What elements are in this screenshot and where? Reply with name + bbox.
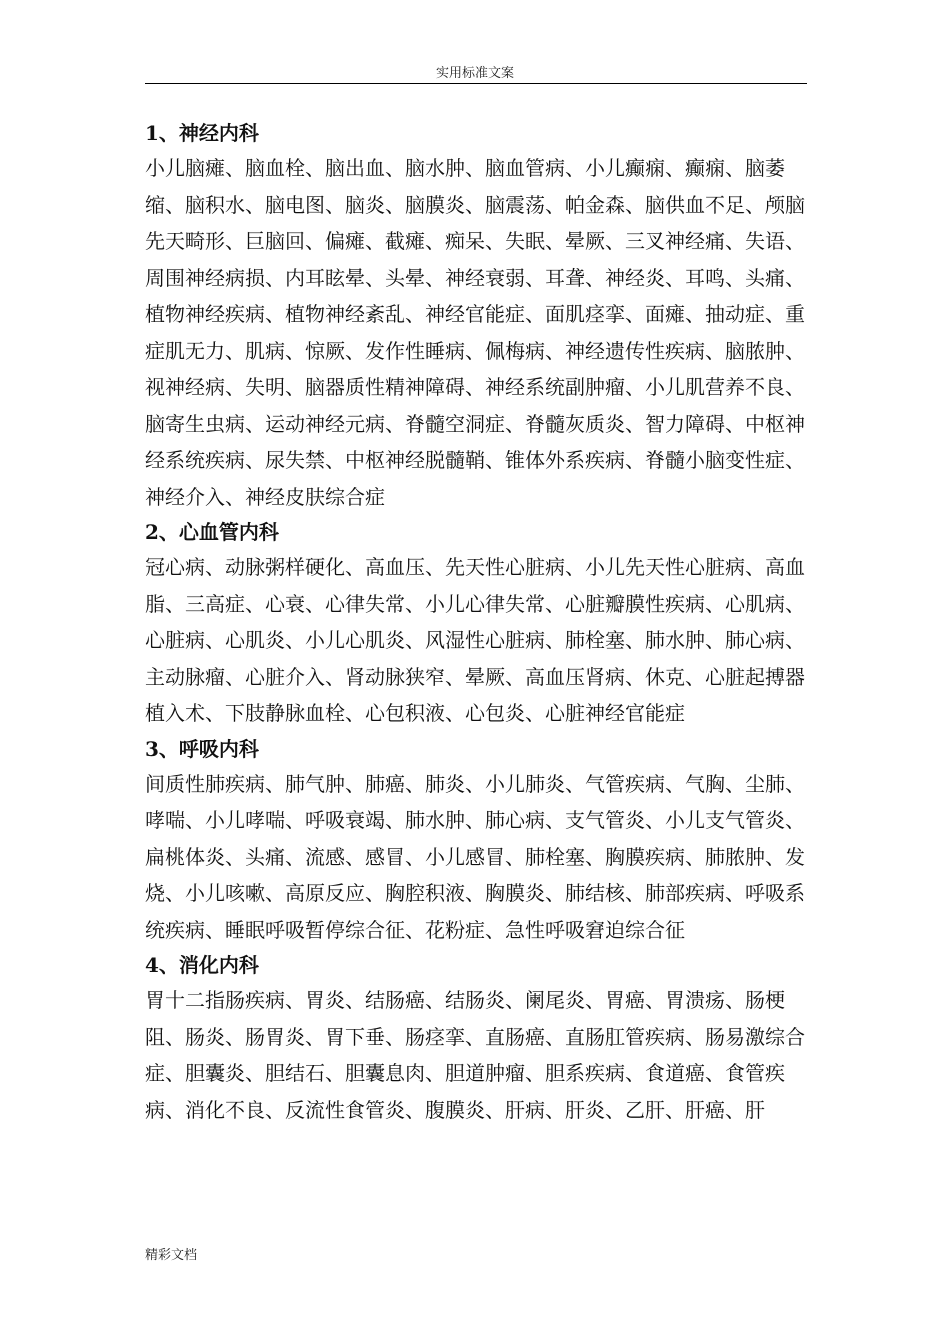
header-divider <box>145 83 807 84</box>
section-title: 2、心血管内科 <box>145 520 279 544</box>
section-cardiology <box>145 515 811 732</box>
page-header-title: 实用标准文案 <box>435 66 514 81</box>
section-gastroenterology <box>145 948 811 1128</box>
section-neurology <box>145 116 811 515</box>
page-footer-text: 精彩文档 <box>145 1248 198 1263</box>
document-body <box>145 116 811 1128</box>
section-text: 胃十二指肠疾病、胃炎、结肠癌、结肠炎、阑尾炎、胃癌、胃溃疡、肠梗阻、肠炎、肠胃炎、胃下垂、肠痉挛、直肠癌、直肠肛管疾病、肠易激综合症、胆囊炎、胆结石、胆囊息肉、胆道肿瘤、胆系疾病、食道癌、食管疾病、消化不良、反流性食管炎、腹膜炎、肝病、肝炎、乙肝、肝癌、肝 <box>145 988 805 1122</box>
section-text: 间质性肺疾病、肺气肿、肺癌、肺炎、小儿肺炎、气管疾病、气胸、尘肺、哮喘、小儿哮喘、呼吸衰竭、肺水肿、肺心病、支气管炎、小儿支气管炎、扁桃体炎、头痛、流感、感冒、小儿感冒、肺栓塞、胸膜疾病、肺脓肿、发烧、小儿咳嗽、高原反应、胸腔积液、胸膜炎、肺结核、肺部疾病、呼吸系统疾病、睡眠呼吸暂停综合征、花粉症、急性呼吸窘迫综合征 <box>145 771 805 942</box>
section-respiratory <box>145 732 811 949</box>
section-text: 冠心病、动脉粥样硬化、高血压、先天性心脏病、小儿先天性心脏病、高血脂、三高症、心衰、心律失常、小儿心律失常、心脏瓣膜性疾病、心肌病、心脏病、心肌炎、小儿心肌炎、风湿性心脏病、肺栓塞、肺水肿、肺心病、主动脉瘤、心脏介入、肾动脉狭窄、晕厥、高血压肾病、休克、心脏起搏器植入术、下肢静脉血栓、心包积液、心包炎、心脏神经官能症 <box>145 555 805 725</box>
section-title: 1、神经内科 <box>145 121 259 145</box>
section-title: 3、呼吸内科 <box>145 736 259 761</box>
section-title: 4、消化内科 <box>145 953 259 977</box>
section-text: 小儿脑瘫、脑血栓、脑出血、脑水肿、脑血管病、小儿癫痫、癫痫、脑萎缩、脑积水、脑电图、脑炎、脑膜炎、脑震荡、帕金森、脑供血不足、颅脑先天畸形、巨脑回、偏瘫、截瘫、痴呆、失眠、晕厥、三叉神经痛、失语、周围神经病损、内耳眩晕、头晕、神经衰弱、耳聋、神经炎、耳鸣、头痛、植物神经疾病、植物神经紊乱、神经官能症、面肌痉挛、面瘫、抽动症、重症肌无力、肌病、惊厥、发作性睡病、佩梅病、神经遗传性疾病、脑脓肿、视神经病、失明、脑器质性精神障碍、神经系统副肿瘤、小儿肌营养不良、脑寄生虫病、运动神经元病、脊髓空洞症、脊髓灰质炎、智力障碍、中枢神经系统疾病、尿失禁、中枢神经脱髓鞘、锥体外系疾病、脊髓小脑变性症、神经介入、神经皮肤综合症 <box>145 156 805 509</box>
